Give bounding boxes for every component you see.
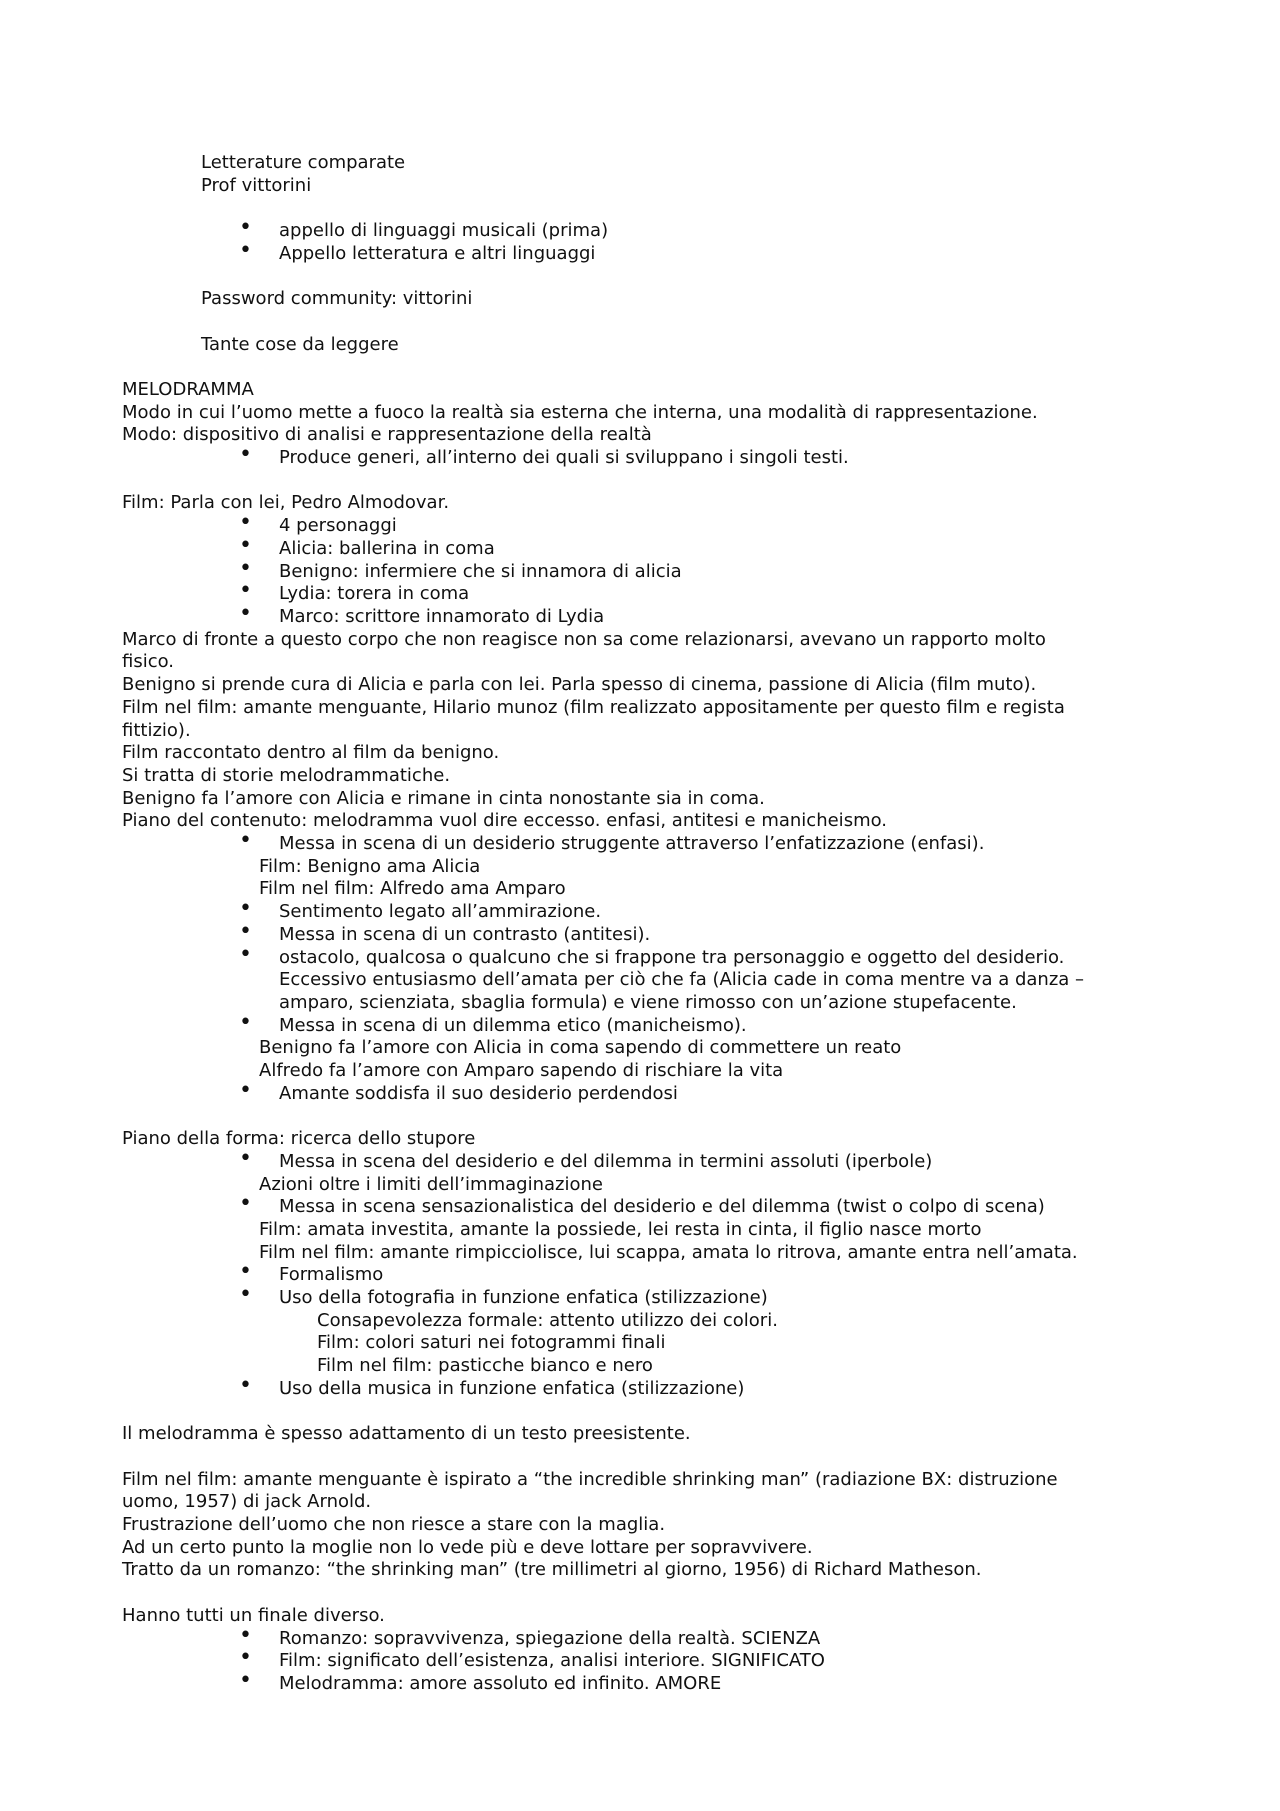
- paragraph-line: Modo in cui l’uomo mette a fuoco la realtà sia esterna che interna, una modalità di rappresentazione.: [122, 401, 1038, 423]
- list-item: • Amante soddisfa il suo desiderio perdendosi: [122, 1083, 1172, 1106]
- list-item: • Messa in scena di un dilemma etico (manicheismo).: [122, 1015, 1172, 1038]
- list-item: • Melodramma: amore assoluto ed infinito. AMORE: [122, 1673, 1172, 1696]
- list-item: • Marco: scrittore innamorato di Lydia: [122, 606, 1172, 629]
- list-item: • Sentimento legato all’ammirazione.: [122, 901, 1172, 924]
- paragraph-line: Marco di fronte a questo corpo che non reagisce non sa come relazionarsi, avevano un rapporto molto: [122, 628, 1046, 650]
- paragraph-line: Frustrazione dell’uomo che non riesce a stare con la maglia.: [122, 1514, 666, 1536]
- list-item-continuation: amparo, scienziata, sbaglia formula) e viene rimosso con un’azione stupefacente.: [279, 991, 1017, 1013]
- sub-note: Film: colori saturi nei fotogrammi finali: [317, 1332, 666, 1354]
- list-item: • Uso della musica in funzione enfatica (stilizzazione): [122, 1378, 1172, 1401]
- sub-note: Film: amata investita, amante la possiede, lei resta in cinta, il figlio nasce morto: [259, 1218, 982, 1240]
- list-item: • appello di linguaggi musicali (prima): [122, 220, 1172, 243]
- document-body: [122, 152, 1172, 1696]
- paragraph-line: Si tratta di storie melodrammatiche.: [122, 764, 451, 786]
- list-item: • Messa in scena sensazionalistica del desiderio e del dilemma (twist o colpo di scena): [122, 1196, 1172, 1219]
- sub-note: Film nel film: Alfredo ama Amparo: [259, 878, 566, 900]
- sub-note: Film: Benigno ama Alicia: [259, 855, 481, 877]
- paragraph-line: Modo: dispositivo di analisi e rappresentazione della realtà: [122, 424, 652, 446]
- list-item: • Messa in scena di un contrasto (antitesi).: [122, 924, 1172, 947]
- paragraph-line: Il melodramma è spesso adattamento di un testo preesistente.: [122, 1423, 691, 1445]
- paragraph-line: Benigno si prende cura di Alicia e parla con lei. Parla spesso di cinema, passione di Alicia (film muto).: [122, 674, 1037, 696]
- list-item: • Formalismo: [122, 1264, 1172, 1287]
- paragraph-line: uomo, 1957) di jack Arnold.: [122, 1491, 372, 1513]
- list-item: • Produce generi, all’interno dei quali si sviluppano i singoli testi.: [122, 447, 1172, 470]
- paragraph-line: fittizio).: [122, 719, 191, 741]
- password-line: Password community: vittorini: [201, 288, 473, 310]
- paragraph-line: fisico.: [122, 651, 175, 673]
- list-item: • Appello letteratura e altri linguaggi: [122, 243, 1172, 266]
- section-heading: Hanno tutti un finale diverso.: [122, 1604, 385, 1626]
- sub-note: Film nel film: amante rimpicciolisce, lui scappa, amata lo ritrova, amante entra nell’amata.: [259, 1241, 1078, 1263]
- reading-note: Tante cose da leggere: [201, 333, 399, 355]
- sub-note: Azioni oltre i limiti dell’immaginazione: [259, 1173, 603, 1195]
- list-item-continuation: Eccessivo entusiasmo dell’amata per ciò che fa (Alicia cade in coma mentre va a danza –: [279, 969, 1085, 991]
- paragraph-line: Tratto da un romanzo: “the shrinking man” (tre millimetri al giorno, 1956) di Richard Matheson.: [122, 1559, 982, 1581]
- list-item: • Romanzo: sopravvivenza, spiegazione della realtà. SCIENZA: [122, 1628, 1172, 1651]
- paragraph-line: Film nel film: amante menguante è ispirato a “the incredible shrinking man” (radiazione BX: distruzione: [122, 1468, 1058, 1490]
- sub-note: Film nel film: pasticche bianco e nero: [317, 1355, 653, 1377]
- section-heading: Piano della forma: ricerca dello stupore: [122, 1128, 476, 1150]
- paragraph-line: Film nel film: amante menguante, Hilario munoz (film realizzato appositamente per questo film e regista: [122, 696, 1065, 718]
- paragraph-line: Ad un certo punto la moglie non lo vede più e deve lottare per sopravvivere.: [122, 1536, 813, 1558]
- list-item: • Messa in scena del desiderio e del dilemma in termini assoluti (iperbole): [122, 1151, 1172, 1174]
- paragraph-line: Benigno fa l’amore con Alicia e rimane in cinta nonostante sia in coma.: [122, 787, 765, 809]
- paragraph-line: Film raccontato dentro al film da benigno.: [122, 742, 500, 764]
- list-item: • Alicia: ballerina in coma: [122, 538, 1172, 561]
- list-item: • Benigno: infermiere che si innamora di alicia: [122, 561, 1172, 584]
- list-item: • Lydia: torera in coma: [122, 583, 1172, 606]
- course-title: Letterature comparate: [201, 152, 406, 173]
- list-item: • Uso della fotografia in funzione enfatica (stilizzazione): [122, 1287, 1172, 1310]
- list-item: • 4 personaggi: [122, 515, 1172, 538]
- film-heading: Film: Parla con lei, Pedro Almodovar.: [122, 492, 450, 514]
- section-heading: MELODRAMMA: [122, 378, 254, 400]
- list-item: • Messa in scena di un desiderio struggente attraverso l’enfatizzazione (enfasi).: [122, 833, 1172, 856]
- paragraph-line: Piano del contenuto: melodramma vuol dire eccesso. enfasi, antitesi e manicheismo.: [122, 810, 888, 832]
- professor-name: Prof vittorini: [201, 174, 312, 196]
- list-item: • Film: significato dell’esistenza, analisi interiore. SIGNIFICATO: [122, 1650, 1172, 1673]
- sub-note: Consapevolezza formale: attento utilizzo dei colori.: [317, 1309, 778, 1331]
- list-item: • ostacolo, qualcosa o qualcuno che si frappone tra personaggio e oggetto del desiderio.: [122, 947, 1172, 970]
- sub-note: Benigno fa l’amore con Alicia in coma sapendo di commettere un reato: [259, 1037, 902, 1059]
- sub-note: Alfredo fa l’amore con Amparo sapendo di rischiare la vita: [259, 1060, 784, 1082]
